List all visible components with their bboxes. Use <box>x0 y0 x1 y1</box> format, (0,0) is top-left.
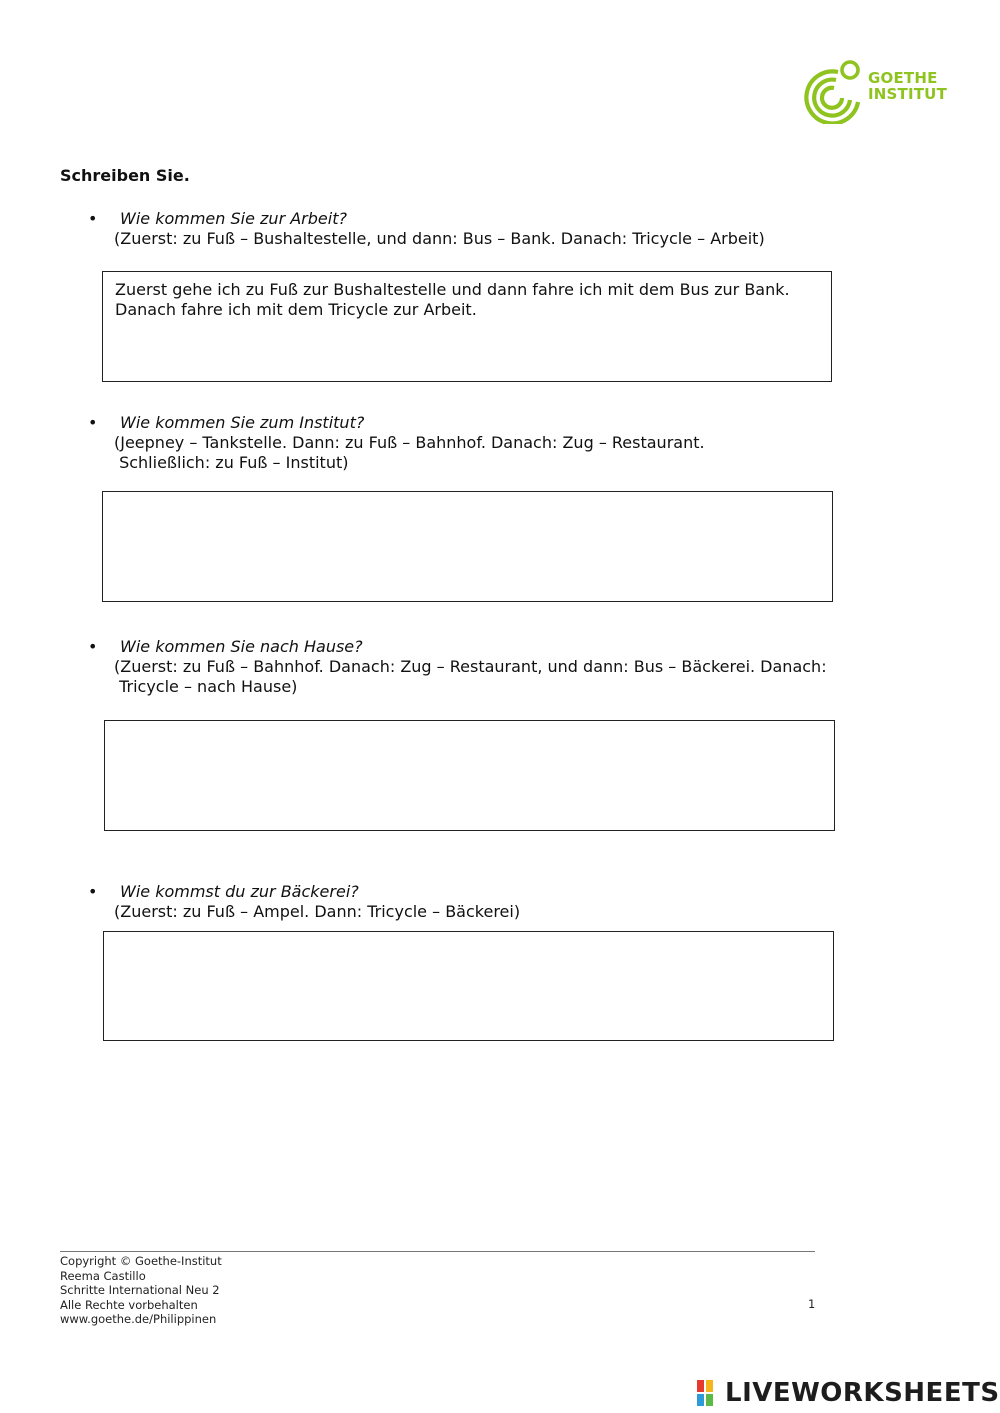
task-3-hint <box>114 657 827 697</box>
footer-copyright: Copyright © Goethe-Institut <box>60 1254 222 1268</box>
instruction-heading: Schreiben Sie. <box>60 166 190 185</box>
task-1-answer-text: Zuerst gehe ich zu Fuß zur Bushaltestelle und dann fahre ich mit dem Bus zur Bank. Danach fahre ich mit dem Tricycle zur Arbeit. <box>115 280 790 319</box>
task-1-hint-line: (Zuerst: zu Fuß – Bushaltestelle, und dann: Bus – Bank. Danach: Tricycle – Arbeit) <box>114 229 765 248</box>
bullet-icon: • <box>88 413 98 432</box>
task-4-question: Wie kommst du zur Bäckerei? <box>120 882 359 901</box>
liveworksheets-text: LIVEWORKSHEETS <box>725 1378 1000 1408</box>
footer-divider <box>60 1251 815 1252</box>
goethe-institut-logo <box>794 58 947 124</box>
footer-author: Reema Castillo <box>60 1268 146 1283</box>
bullet-icon: • <box>88 637 98 656</box>
task-2-question: Wie kommen Sie zum Institut? <box>120 413 365 432</box>
logo-text-goethe: GOETHE <box>868 69 938 87</box>
task-1-answer-box[interactable] <box>102 271 832 382</box>
task-2-answer-box[interactable] <box>102 491 833 602</box>
footer-book: Schritte International Neu 2 <box>60 1283 220 1297</box>
liveworksheets-logo-icon <box>697 1380 723 1406</box>
task-2-hint <box>114 433 705 473</box>
task-3-answer-box[interactable] <box>104 720 835 831</box>
task-4-answer-box[interactable] <box>103 931 834 1041</box>
footer-rights: Alle Rechte vorbehalten <box>60 1297 198 1312</box>
task-3-hint-line: (Zuerst: zu Fuß – Bahnhof. Danach: Zug – Restaurant, und dann: Bus – Bäckerei. Danach: <box>114 657 827 676</box>
footer <box>60 1254 222 1327</box>
task-4-hint <box>114 902 520 922</box>
bullet-icon: • <box>88 209 98 228</box>
task-1-hint <box>114 229 765 249</box>
task-3-hint-line: Tricycle – nach Hause) <box>114 677 298 696</box>
task-1-question: Wie kommen Sie zur Arbeit? <box>120 209 347 228</box>
task-3-question: Wie kommen Sie nach Hause? <box>120 637 363 656</box>
task-2-hint-line: Schließlich: zu Fuß – Institut) <box>114 453 349 472</box>
task-4-hint-line: (Zuerst: zu Fuß – Ampel. Dann: Tricycle – Bäckerei) <box>114 902 521 921</box>
goethe-logo-mark-icon <box>794 58 864 124</box>
logo-text-institut: INSTITUT <box>868 85 947 103</box>
bullet-icon: • <box>88 882 98 901</box>
footer-website: www.goethe.de/Philippinen <box>60 1312 217 1326</box>
page-number: 1 <box>808 1297 816 1311</box>
task-2-hint-line: (Jeepney – Tankstelle. Dann: zu Fuß – Bahnhof. Danach: Zug – Restaurant. <box>114 433 705 452</box>
